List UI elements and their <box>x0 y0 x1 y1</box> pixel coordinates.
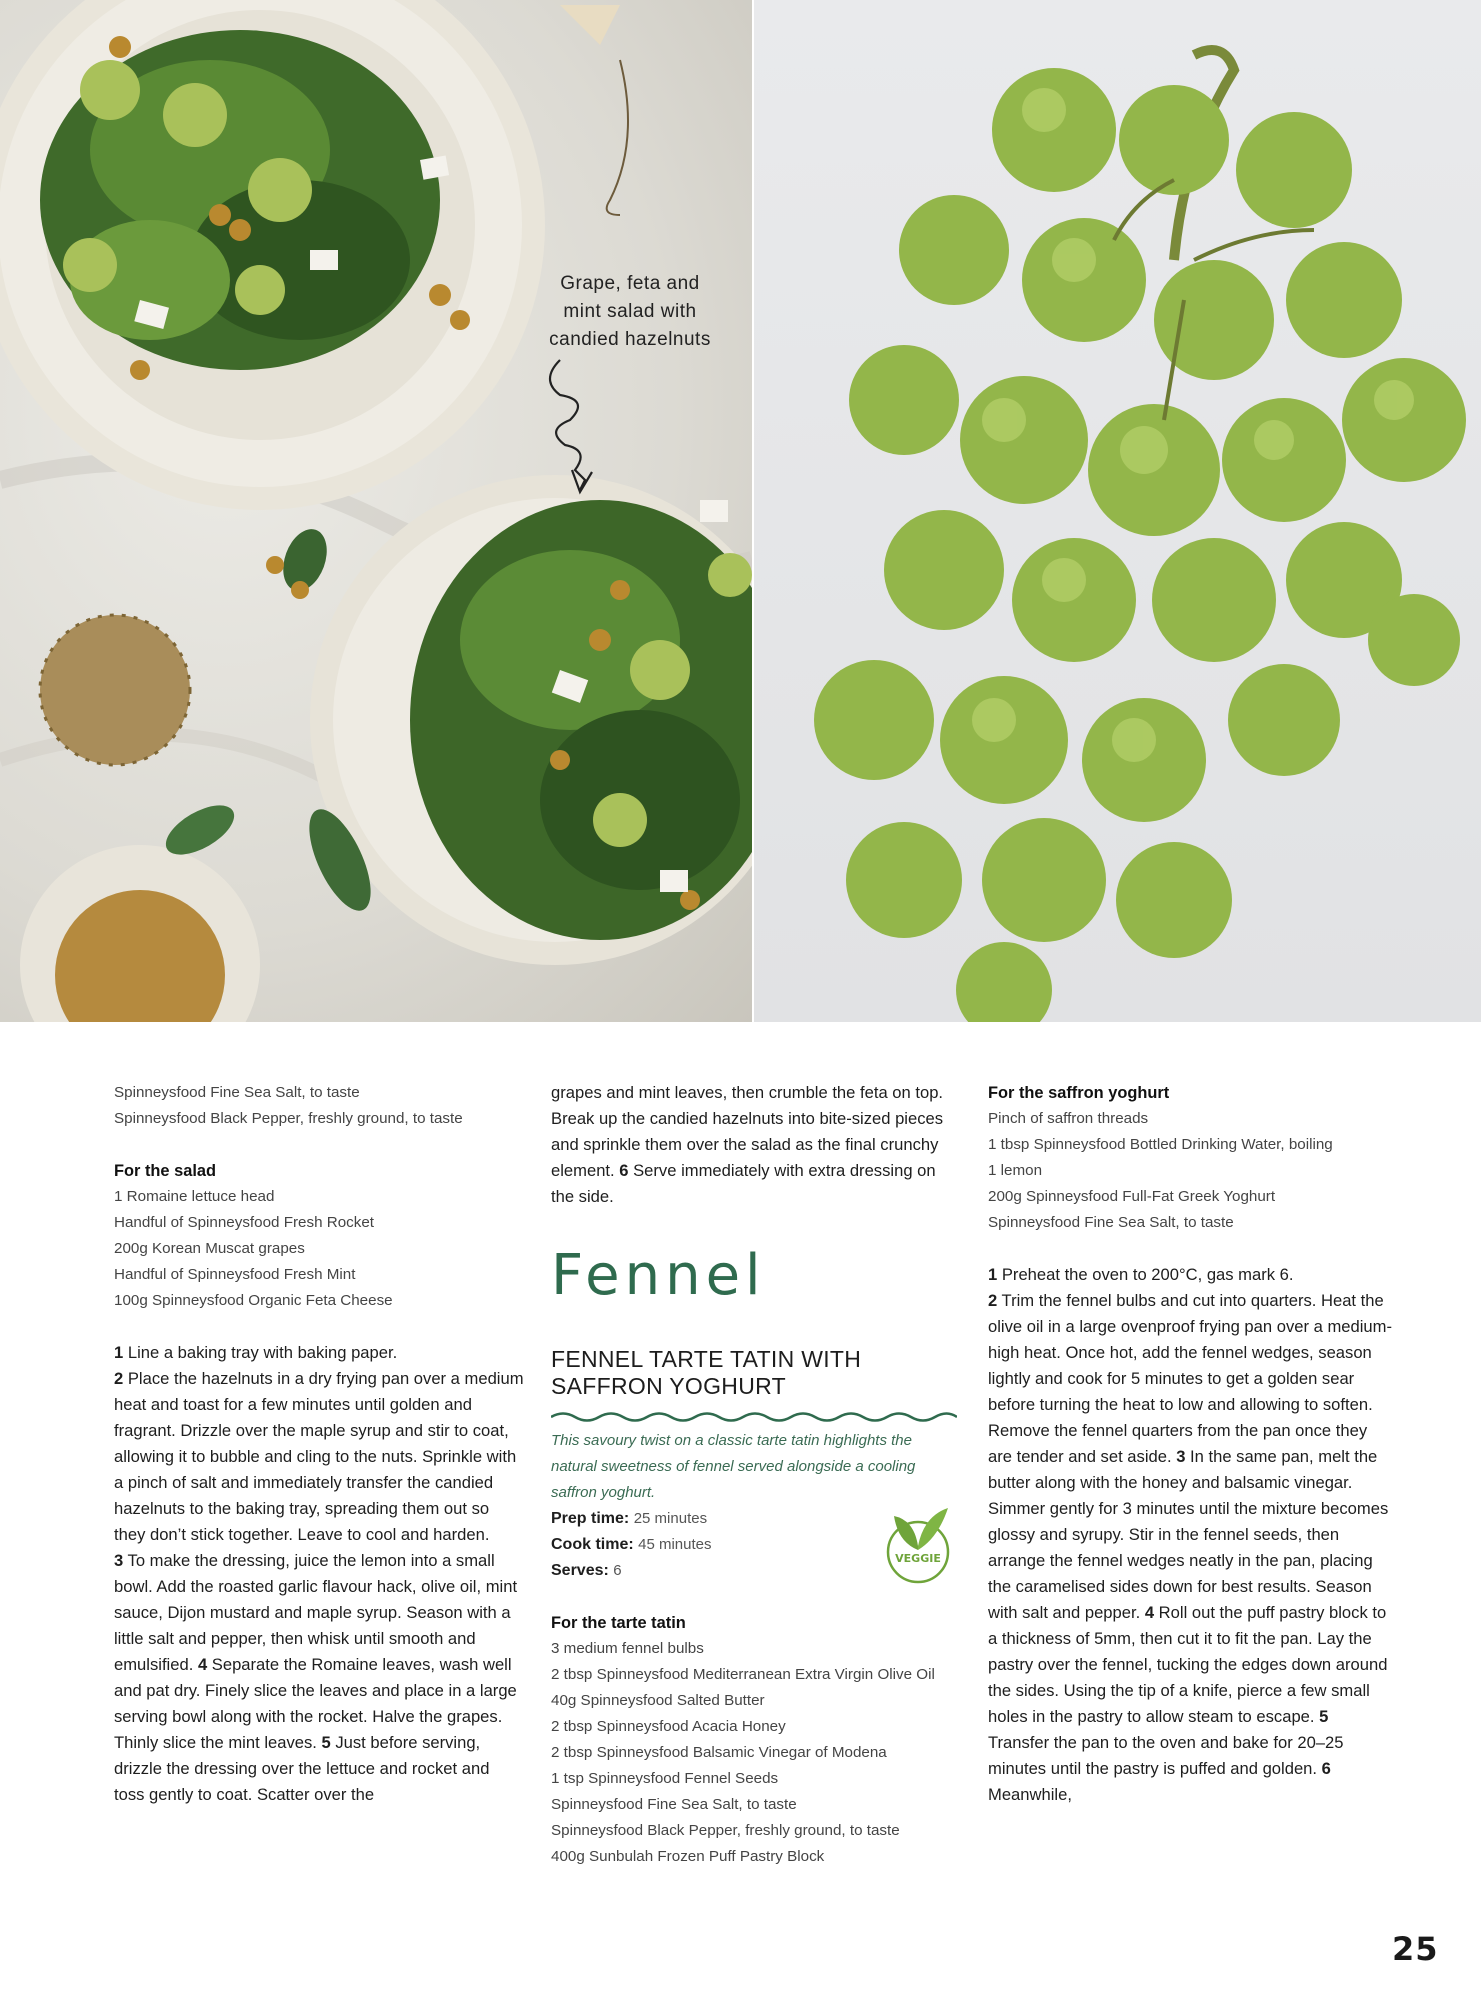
ingredient-item: Pinch of saffron threads <box>988 1110 1149 1127</box>
ingredient-item: 1 tsp Spinneysfood Fennel Seeds <box>551 1770 779 1787</box>
ingredient-item: 2 tbsp Spinneysfood Mediterranean Extra Virgin Olive Oil <box>551 1666 935 1683</box>
photo-caption <box>530 270 730 354</box>
ingredient-item: 3 medium fennel bulbs <box>551 1640 704 1657</box>
recipe-title-line: FENNEL TARTE TATIN WITH <box>551 1346 862 1372</box>
step-text: Transfer the pan to the oven and bake for 20–25 minutes until the pastry is puffed and golden. <box>988 1733 1344 1778</box>
step-text: Separate the Romaine leaves, wash well and pat dry. Finely slice the leaves and place in a large serving bowl along with the rocket. Halve the grapes. Thinly slice the mint leaves. <box>114 1655 517 1752</box>
prep-time-value: 25 minutes <box>633 1510 708 1527</box>
grapes-photo <box>754 0 1481 1022</box>
serves-label: Serves: <box>551 1562 609 1579</box>
step-number: 5 <box>321 1733 331 1752</box>
ingredient-item: Handful of Spinneysfood Fresh Mint <box>114 1266 356 1283</box>
tatin-heading: For the tarte tatin <box>551 1614 686 1632</box>
tatin-ingredients <box>551 1636 957 1870</box>
step-number: 1 <box>988 1265 998 1284</box>
ingredient-item: Handful of Spinneysfood Fresh Rocket <box>114 1214 375 1231</box>
column-1 <box>114 1080 524 1808</box>
step-text: grapes and mint leaves, then crumble the feta on top. Break up the candied hazelnuts into bite-sized pieces and sprinkle them over the salad as the final crunchy element. <box>551 1083 944 1180</box>
column-3 <box>988 1080 1393 1808</box>
salad-method <box>114 1340 524 1808</box>
ingredient-item: 400g Sunbulah Frozen Puff Pastry Block <box>551 1848 825 1865</box>
ingredient-item: 2 tbsp Spinneysfood Acacia Honey <box>551 1718 786 1735</box>
recipe-title <box>551 1346 957 1400</box>
ingredient-item: Spinneysfood Black Pepper, freshly ground, to taste <box>114 1110 463 1127</box>
prep-time-label: Prep time: <box>551 1510 630 1527</box>
caption-line: candied hazelnuts <box>549 329 711 350</box>
step-number: 1 <box>114 1343 124 1362</box>
step-number: 3 <box>114 1551 124 1570</box>
yoghurt-heading: For the saffron yoghurt <box>988 1084 1170 1102</box>
step-text: Meanwhile, <box>988 1785 1072 1804</box>
caption-line: Grape, feta and <box>560 273 700 294</box>
salad-method-continued <box>551 1080 957 1210</box>
step-text: To make the dressing, juice the lemon into a small bowl. Add the roasted garlic flavour hack, olive oil, mint sauce, Dijon mustard and maple syrup. Season with a little salt and pepper, then whisk until smooth and emulsified. <box>114 1551 518 1674</box>
ingredient-item: 200g Spinneysfood Full-Fat Greek Yoghurt <box>988 1188 1276 1205</box>
cook-time-value: 45 minutes <box>638 1536 712 1553</box>
step-number: 4 <box>1144 1603 1155 1622</box>
ingredient-item: 40g Spinneysfood Salted Butter <box>551 1692 765 1709</box>
wave-divider <box>551 1410 957 1424</box>
cook-time-label: Cook time: <box>551 1536 634 1553</box>
ingredient-item: 1 tbsp Spinneysfood Bottled Drinking Water, boiling <box>988 1136 1333 1153</box>
salad-illustration <box>0 0 752 1022</box>
step-text: In the same pan, melt the butter along with the honey and balsamic vinegar. Simmer gently for 3 minutes until the mixture becomes glossy and syrupy. Stir in the fennel seeds, then arrange the fennel wedges neatly in the pan, placing the caramelised sides down for best results. Season with salt and pepper. <box>988 1447 1389 1622</box>
ingredient-item: Spinneysfood Fine Sea Salt, to taste <box>988 1214 1234 1231</box>
veggie-badge-label: VEGGIE <box>895 1552 941 1565</box>
ingredient-item: 1 lemon <box>988 1162 1043 1179</box>
veggie-badge-icon <box>880 1502 956 1586</box>
step-number: 4 <box>197 1655 208 1674</box>
recipe-title-line: SAFFRON YOGHURT <box>551 1373 786 1399</box>
section-title: Fennel <box>551 1243 766 1308</box>
salad-ingredients <box>114 1184 524 1314</box>
ingredient-item: Spinneysfood Fine Sea Salt, to taste <box>551 1796 797 1813</box>
step-number: 3 <box>1176 1447 1186 1466</box>
column-2 <box>551 1080 957 1870</box>
recipe-intro: This savoury twist on a classic tarte tatin highlights the natural sweetness of fennel served alongside a cooling saffron yoghurt. <box>551 1432 916 1501</box>
step-number: 2 <box>114 1369 124 1388</box>
salad-photo <box>0 0 752 1022</box>
step-number: 6 <box>619 1161 629 1180</box>
caption-line: mint salad with <box>563 301 697 322</box>
step-text: Trim the fennel bulbs and cut into quarters. Heat the olive oil in a large ovenproof frying pan over a medium-high heat. Once hot, add the fennel wedges, season lightly and cook for 5 minutes to get a golden sear before turning the heat to low and allowing to soften. Remove the fennel quarters from the pan once they are tender and set aside. <box>988 1291 1392 1466</box>
tatin-method <box>988 1262 1393 1808</box>
step-number: 2 <box>988 1291 998 1310</box>
step-text: Just before serving, drizzle the dressing over the lettuce and rocket and toss gently to coat. Scatter over the <box>114 1733 490 1804</box>
page-number: 25 <box>1392 1930 1439 1968</box>
ingredient-item: 100g Spinneysfood Organic Feta Cheese <box>114 1292 393 1309</box>
ingredient-item: 2 tbsp Spinneysfood Balsamic Vinegar of Modena <box>551 1744 887 1761</box>
step-text: Roll out the puff pastry block to a thickness of 5mm, then cut it to fit the pan. Lay the pastry over the fennel, tucking the edges down around the sides. Using the tip of a knife, pierce a few small holes in the pastry to allow steam to escape. <box>988 1603 1388 1726</box>
serves-value: 6 <box>613 1562 622 1579</box>
ingredient-item: Spinneysfood Fine Sea Salt, to taste <box>114 1084 360 1101</box>
step-number: 5 <box>1319 1707 1329 1726</box>
step-text: Place the hazelnuts in a dry frying pan over a medium heat and toast for a few minutes until golden and fragrant. Drizzle over the maple syrup and stir to coat, allowing it to bubble and cling to the nuts. Sprinkle with a pinch of salt and immediately transfer the candied hazelnuts to the baking tray, spreading them out so they don’t stick together. Leave to cool and harden. <box>114 1369 524 1544</box>
step-text: Line a baking tray with baking paper. <box>123 1343 398 1362</box>
grapes-illustration <box>754 0 1481 1022</box>
ingredient-item: 1 Romaine lettuce head <box>114 1188 275 1205</box>
step-text: Preheat the oven to 200°C, gas mark 6. <box>997 1265 1294 1284</box>
step-number: 6 <box>1321 1759 1331 1778</box>
step-text: Serve immediately with extra dressing on the side. <box>551 1161 936 1206</box>
ingredient-item: Spinneysfood Black Pepper, freshly ground, to taste <box>551 1822 900 1839</box>
yoghurt-ingredients <box>988 1106 1393 1236</box>
ingredient-item: 200g Korean Muscat grapes <box>114 1240 305 1257</box>
seasoning-list <box>114 1080 524 1132</box>
salad-heading: For the salad <box>114 1162 217 1180</box>
